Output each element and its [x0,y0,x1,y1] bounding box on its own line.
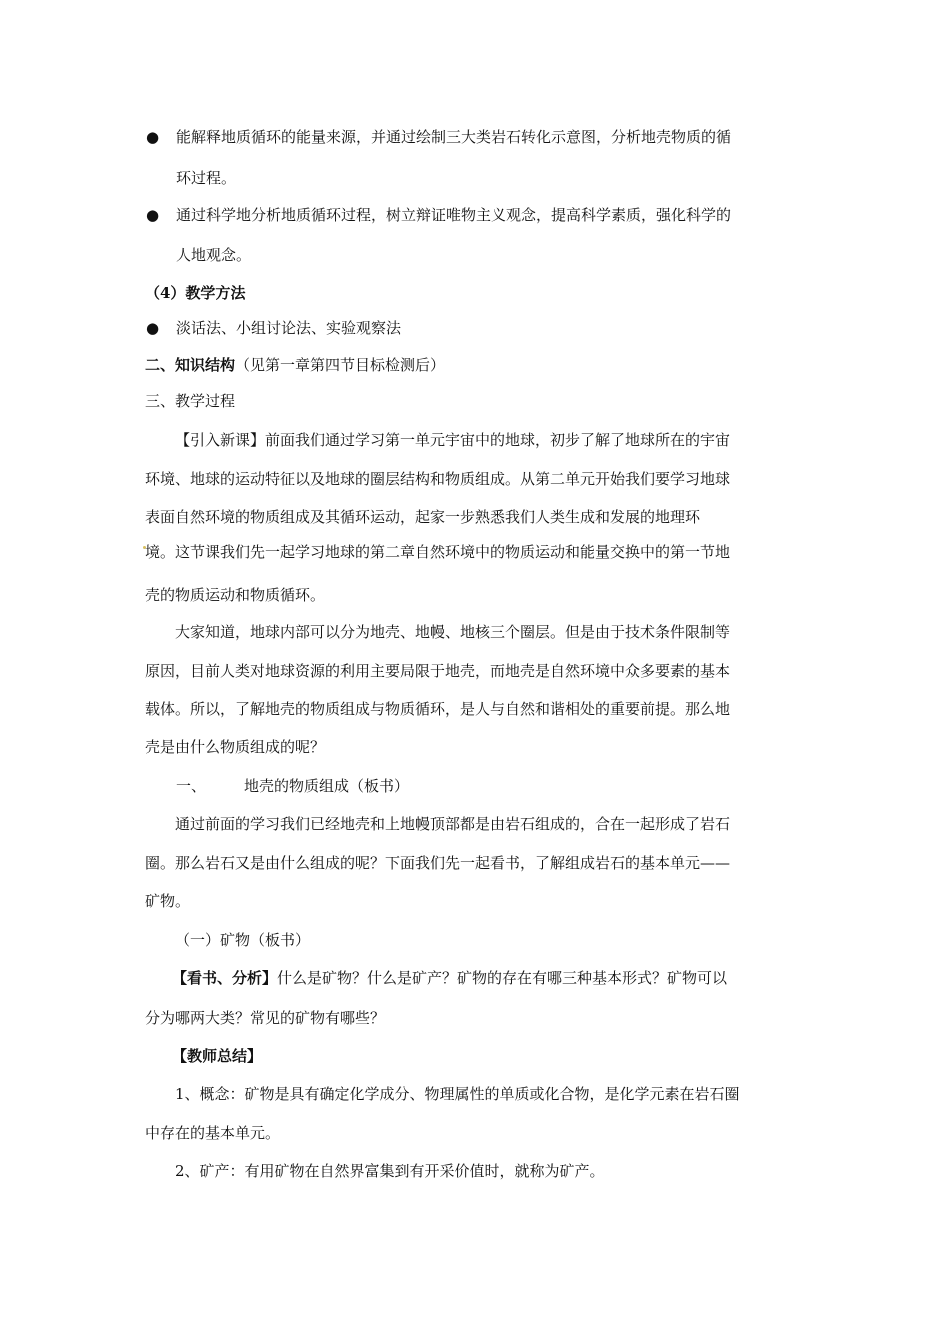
reading-text: 什么是矿物？什么是矿产？矿物的存在有哪三种基本形式？矿物可以 [277,969,728,987]
methods-item: 淡话法、小组讨论法、实验观察法 [176,319,402,337]
heading-2: （一）矿物（板书） [175,931,311,949]
para2-line-2: 原因，目前人类对地球资源的利用主要局限于地壳，而地壳是自然环境中众多要素的基本 [145,662,731,680]
objective-1-line-2: 环过程。 [176,169,237,187]
point-1-line-1: 1、概念：矿物是具有确定化学成分、物理属性的单质或化合物，是化学元素在岩石圈 [175,1085,740,1103]
point-2: 2、矿产：有用矿物在自然界富集到有开采价值时，就称为矿产。 [175,1162,605,1180]
objective-2-line-1: 通过科学地分析地质循环过程，树立辩证唯物主义观念，提高科学素质，强化科学的 [176,206,732,224]
summary-tag: 【教师总结】 [172,1047,263,1065]
bullet-icon: ● [146,128,160,146]
para2-line-4: 壳是由什么物质组成的呢？ [145,738,326,756]
intro-line-1 [175,430,840,450]
intro-tag: 【引入新课】 [175,431,266,449]
objective-1-line-1: 能解释地质循环的能量来源，并通过绘制三大类岩石转化示意图，分析地壳物质的循 [176,128,732,146]
para2-line-3: 载体。所以，了解地壳的物质组成与物质循环，是人与自然和谐相处的重要前提。那么地 [145,700,731,718]
para2-line-1: 大家知道，地球内部可以分为地壳、地幔、地核三个圈层。但是由于技术条件限制等 [175,623,731,641]
point-1-line-2: 中存在的基本单元。 [145,1124,281,1142]
intro-line-5: 壳的物质运动和物质循环。 [145,586,326,604]
heading-1-text: 地壳的物质组成（板书） [244,777,410,795]
section-3-heading: 三、教学过程 [145,392,236,410]
objective-2-line-2: 人地观念。 [176,246,252,264]
para3-line-3: 矿物。 [145,892,191,910]
intro-line-3: 表面自然环境的物质组成及其循环运动，起家一步熟悉我们人类生成和发展的地理环 [145,508,701,526]
intro-line-4: 境。这节课我们先一起学习地球的第二章自然环境中的物质运动和能量交换中的第一节地 [145,543,731,561]
reading-line-2: 分为哪两大类？常见的矿物有哪些？ [145,1009,386,1027]
section-2-note: （见第一章第四节目标检测后） [235,356,446,374]
bullet-icon: ● [146,319,160,337]
section-2-title: 二、知识结构 [145,356,236,374]
reading-line-1 [172,968,837,988]
methods-heading: （4）教学方法 [145,284,246,302]
reading-tag: 【看书、分析】 [172,969,278,987]
para3-line-2: 圈。那么岩石又是由什么组成的呢？下面我们先一起看书，了解组成岩石的基本单元—— [145,854,731,872]
para3-line-1: 通过前面的学习我们已经地壳和上地幔顶部都是由岩石组成的，合在一起形成了岩石 [175,815,731,833]
intro-text: 前面我们通过学习第一单元宇宙中的地球，初步了解了地球所在的宇宙 [265,431,731,449]
bullet-icon: ● [146,206,160,224]
heading-1-number: 一、 [176,777,207,795]
section-2-heading [145,355,810,375]
intro-line-2: 环境、地球的运动特征以及地球的圈层结构和物质组成。从第二单元开始我们要学习地球 [145,470,731,488]
